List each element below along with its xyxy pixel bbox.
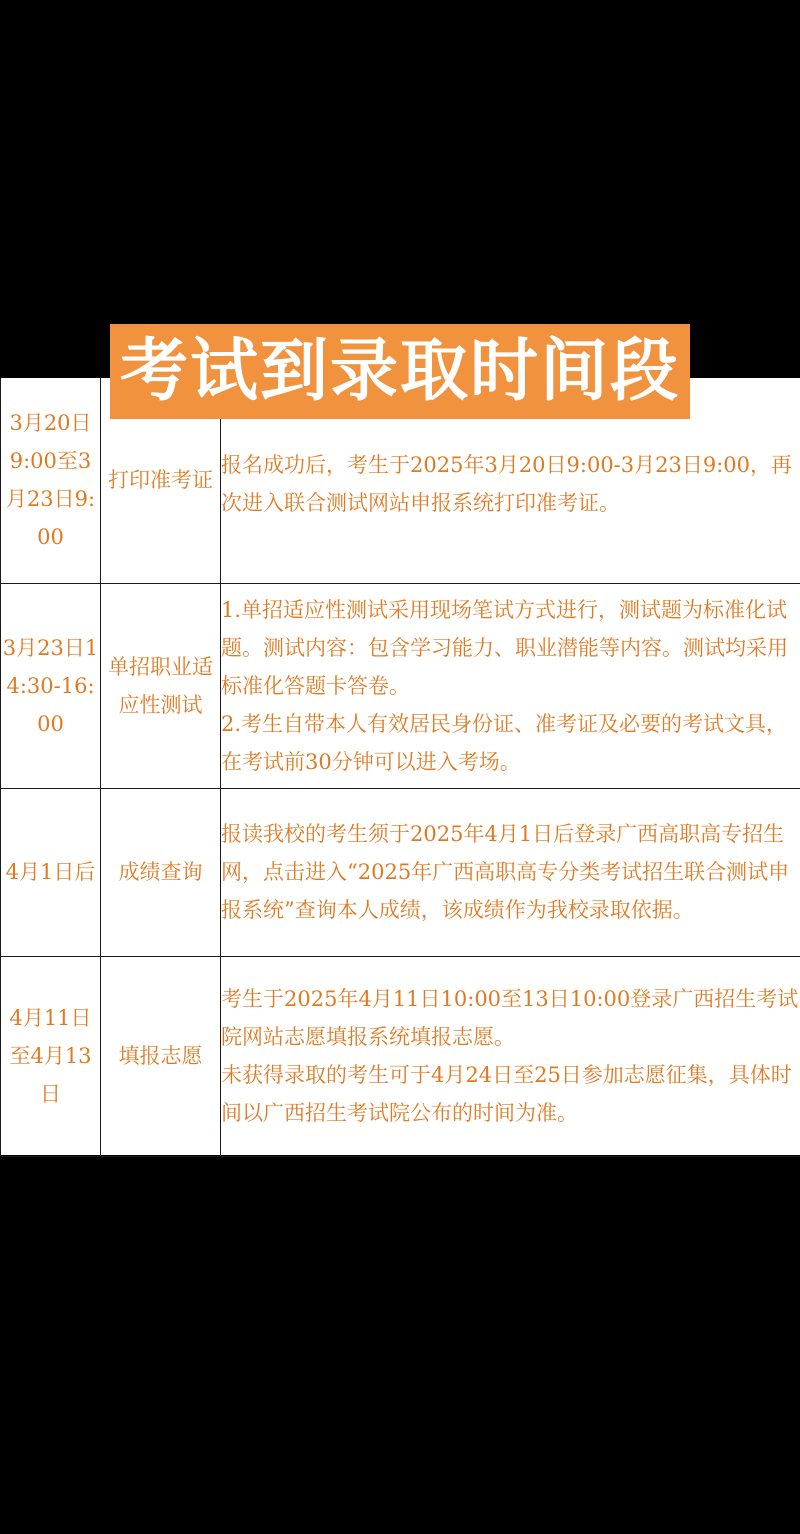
- description-cell: [221, 788, 800, 956]
- schedule-table-area: [0, 378, 800, 1155]
- date-cell: 4月1日后: [1, 788, 101, 956]
- date-cell: 3月20日9:00至3月23日9:00: [1, 378, 101, 583]
- schedule-table: [0, 378, 800, 1157]
- description-text: 1.单招适应性测试采用现场笔试方式进行，测试题为标准化试题。测试内容：包含学习能力、职业潜能等内容。测试均采用标准化答题卡答卷。: [221, 597, 788, 698]
- table-row: [1, 788, 800, 956]
- table-row: [1, 956, 800, 1156]
- item-cell: 成绩查询: [101, 788, 221, 956]
- description-text: 考生于2025年4月11日10:00至13日10:00登录广西招生考试院网站志愿填报系统填报志愿。: [221, 987, 799, 1049]
- item-cell: 单招职业适应性测试: [101, 583, 221, 788]
- description-text: 未获得录取的考生可于4月24日至25日参加志愿征集，具体时间以广西招生考试院公布的时间为准。: [221, 1063, 792, 1125]
- description-text: 2.考生自带本人有效居民身份证、准考证及必要的考试文具，在考试前30分钟可以进入考场。: [221, 711, 788, 774]
- description-text: 报读我校的考生须于2025年4月1日后登录广西高职高专招生网，点击进入“2025年广西高职高专分类考试招生联合测试申报系统”查询本人成绩，该成绩作为我校录取依据。: [221, 822, 790, 922]
- description-cell: [221, 583, 800, 788]
- description-cell: [221, 956, 800, 1156]
- item-cell: 填报志愿: [101, 956, 221, 1156]
- page-title: 考试到录取时间段: [110, 324, 690, 419]
- date-cell: 3月23日14:30-16:00: [1, 583, 101, 788]
- item-cell: 打印准考证: [101, 378, 221, 583]
- date-cell: 4月11日至4月13日: [1, 956, 101, 1156]
- description-text: 报名成功后，考生于2025年3月20日9:00-3月23日9:00，再次进入联合测试网站申报系统打印准考证。: [221, 453, 793, 515]
- table-row: [1, 583, 800, 788]
